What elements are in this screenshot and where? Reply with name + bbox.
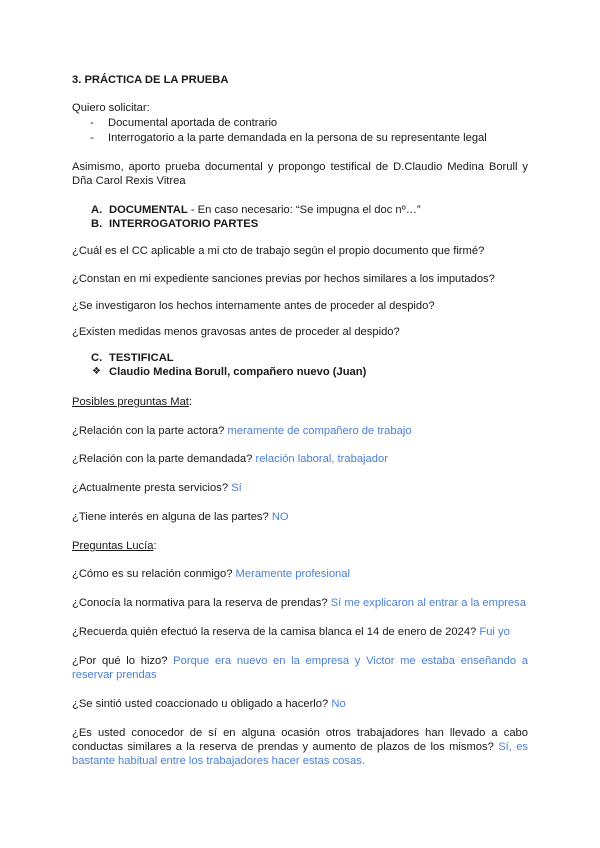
intro-text: Quiero solicitar:	[72, 102, 150, 114]
item-c-label: C.	[91, 352, 103, 364]
answer: Sí me explicaron al entrar a la empresa	[330, 597, 526, 609]
question: ¿Se sintió usted coaccionado u obligado a hacerlo?	[72, 698, 332, 710]
qa-line-conocedor-3: bastante habitual entre los trabajadores hacer estas cosas.	[72, 755, 365, 767]
qa-line-conocedor-2	[72, 740, 528, 754]
dash-bullet: -	[90, 117, 94, 129]
diamond-bullet-icon: ❖	[92, 366, 101, 377]
item-b-label: B.	[91, 218, 103, 230]
question: ¿Tiene interés en alguna de las partes?	[72, 511, 272, 523]
qa-line	[72, 481, 242, 495]
item-a-label: A.	[91, 204, 103, 216]
question: conductas similares a la reserva de prendas y aumento de plazos de los mismos?	[72, 741, 499, 753]
question: ¿Por qué lo hizo?	[72, 655, 174, 667]
item-b-title: INTERROGATORIO PARTES	[109, 218, 259, 230]
qa-line	[72, 697, 346, 711]
qa-line	[72, 625, 510, 639]
lucia-heading: Preguntas Lucía:	[72, 540, 157, 552]
interrogatorio-question: ¿Se investigaron los hechos internamente antes de proceder al despido?	[72, 300, 435, 312]
mat-heading: Posibles preguntas Mat:	[72, 396, 193, 408]
item-c-title: TESTIFICAL	[109, 352, 174, 364]
request-text: Interrogatorio a la parte demandada en la persona de su representante legal	[108, 132, 487, 144]
answer: Fui yo	[479, 626, 510, 638]
answer: NO	[271, 511, 289, 523]
answer: meramente de compañero de trabajo	[227, 425, 412, 437]
question: ¿Relación con la parte demandada?	[72, 453, 256, 465]
request-text: Documental aportada de contrario	[108, 117, 278, 129]
item-a-title: DOCUMENTAL	[109, 204, 188, 216]
qa-line	[72, 596, 526, 610]
qa-line	[72, 452, 388, 466]
qa-line	[72, 510, 289, 524]
question: ¿Cómo es su relación conmigo?	[72, 568, 236, 580]
answer: Meramente profesional	[235, 568, 350, 580]
asimismo-line-2: Dña Carol Rexis Vitrea	[72, 175, 186, 187]
answer: Sí	[231, 482, 242, 494]
answer: Porque era nuevo en la empresa y Victor me estaba enseñando a	[173, 655, 528, 667]
section-title: 3. PRÁCTICA DE LA PRUEBA	[72, 74, 229, 86]
answer: No	[331, 698, 346, 710]
dash-bullet: -	[90, 132, 94, 144]
answer: relación laboral, trabajador	[255, 453, 388, 465]
answer: Sí, es	[498, 741, 529, 753]
item-a-rest: - En caso necesario: “Se impugna el doc nº…”	[187, 204, 421, 216]
qa-line-conocedor-1: ¿Es usted conocedor de sí en alguna ocasión otros trabajadores han llevado a cabo	[72, 727, 528, 739]
qa-line	[72, 567, 350, 581]
question: ¿Recuerda quién efectuó la reserva de la camisa blanca el 14 de enero de 2024?	[72, 626, 480, 638]
interrogatorio-question: ¿Constan en mi expediente sanciones previas por hechos similares a los imputados?	[72, 273, 495, 285]
qa-line-porque-2: reservar prendas	[72, 669, 157, 681]
asimismo-line-1: Asimismo, aporto prueba documental y propongo testifical de D.Claudio Medina Borull y	[72, 161, 528, 173]
question: ¿Actualmente presta servicios?	[72, 482, 232, 494]
question: ¿Conocía la normativa para la reserva de prendas?	[72, 597, 331, 609]
interrogatorio-question: ¿Existen medidas menos gravosas antes de proceder al despido?	[72, 326, 400, 338]
witness-name: Claudio Medina Borull, compañero nuevo (Juan)	[109, 366, 367, 378]
qa-line-porque-1	[72, 654, 528, 668]
question: ¿Relación con la parte actora?	[72, 425, 228, 437]
interrogatorio-question: ¿Cuál es el CC aplicable a mi cto de trabajo según el propio documento que firmé?	[72, 245, 485, 257]
qa-line	[72, 424, 412, 438]
